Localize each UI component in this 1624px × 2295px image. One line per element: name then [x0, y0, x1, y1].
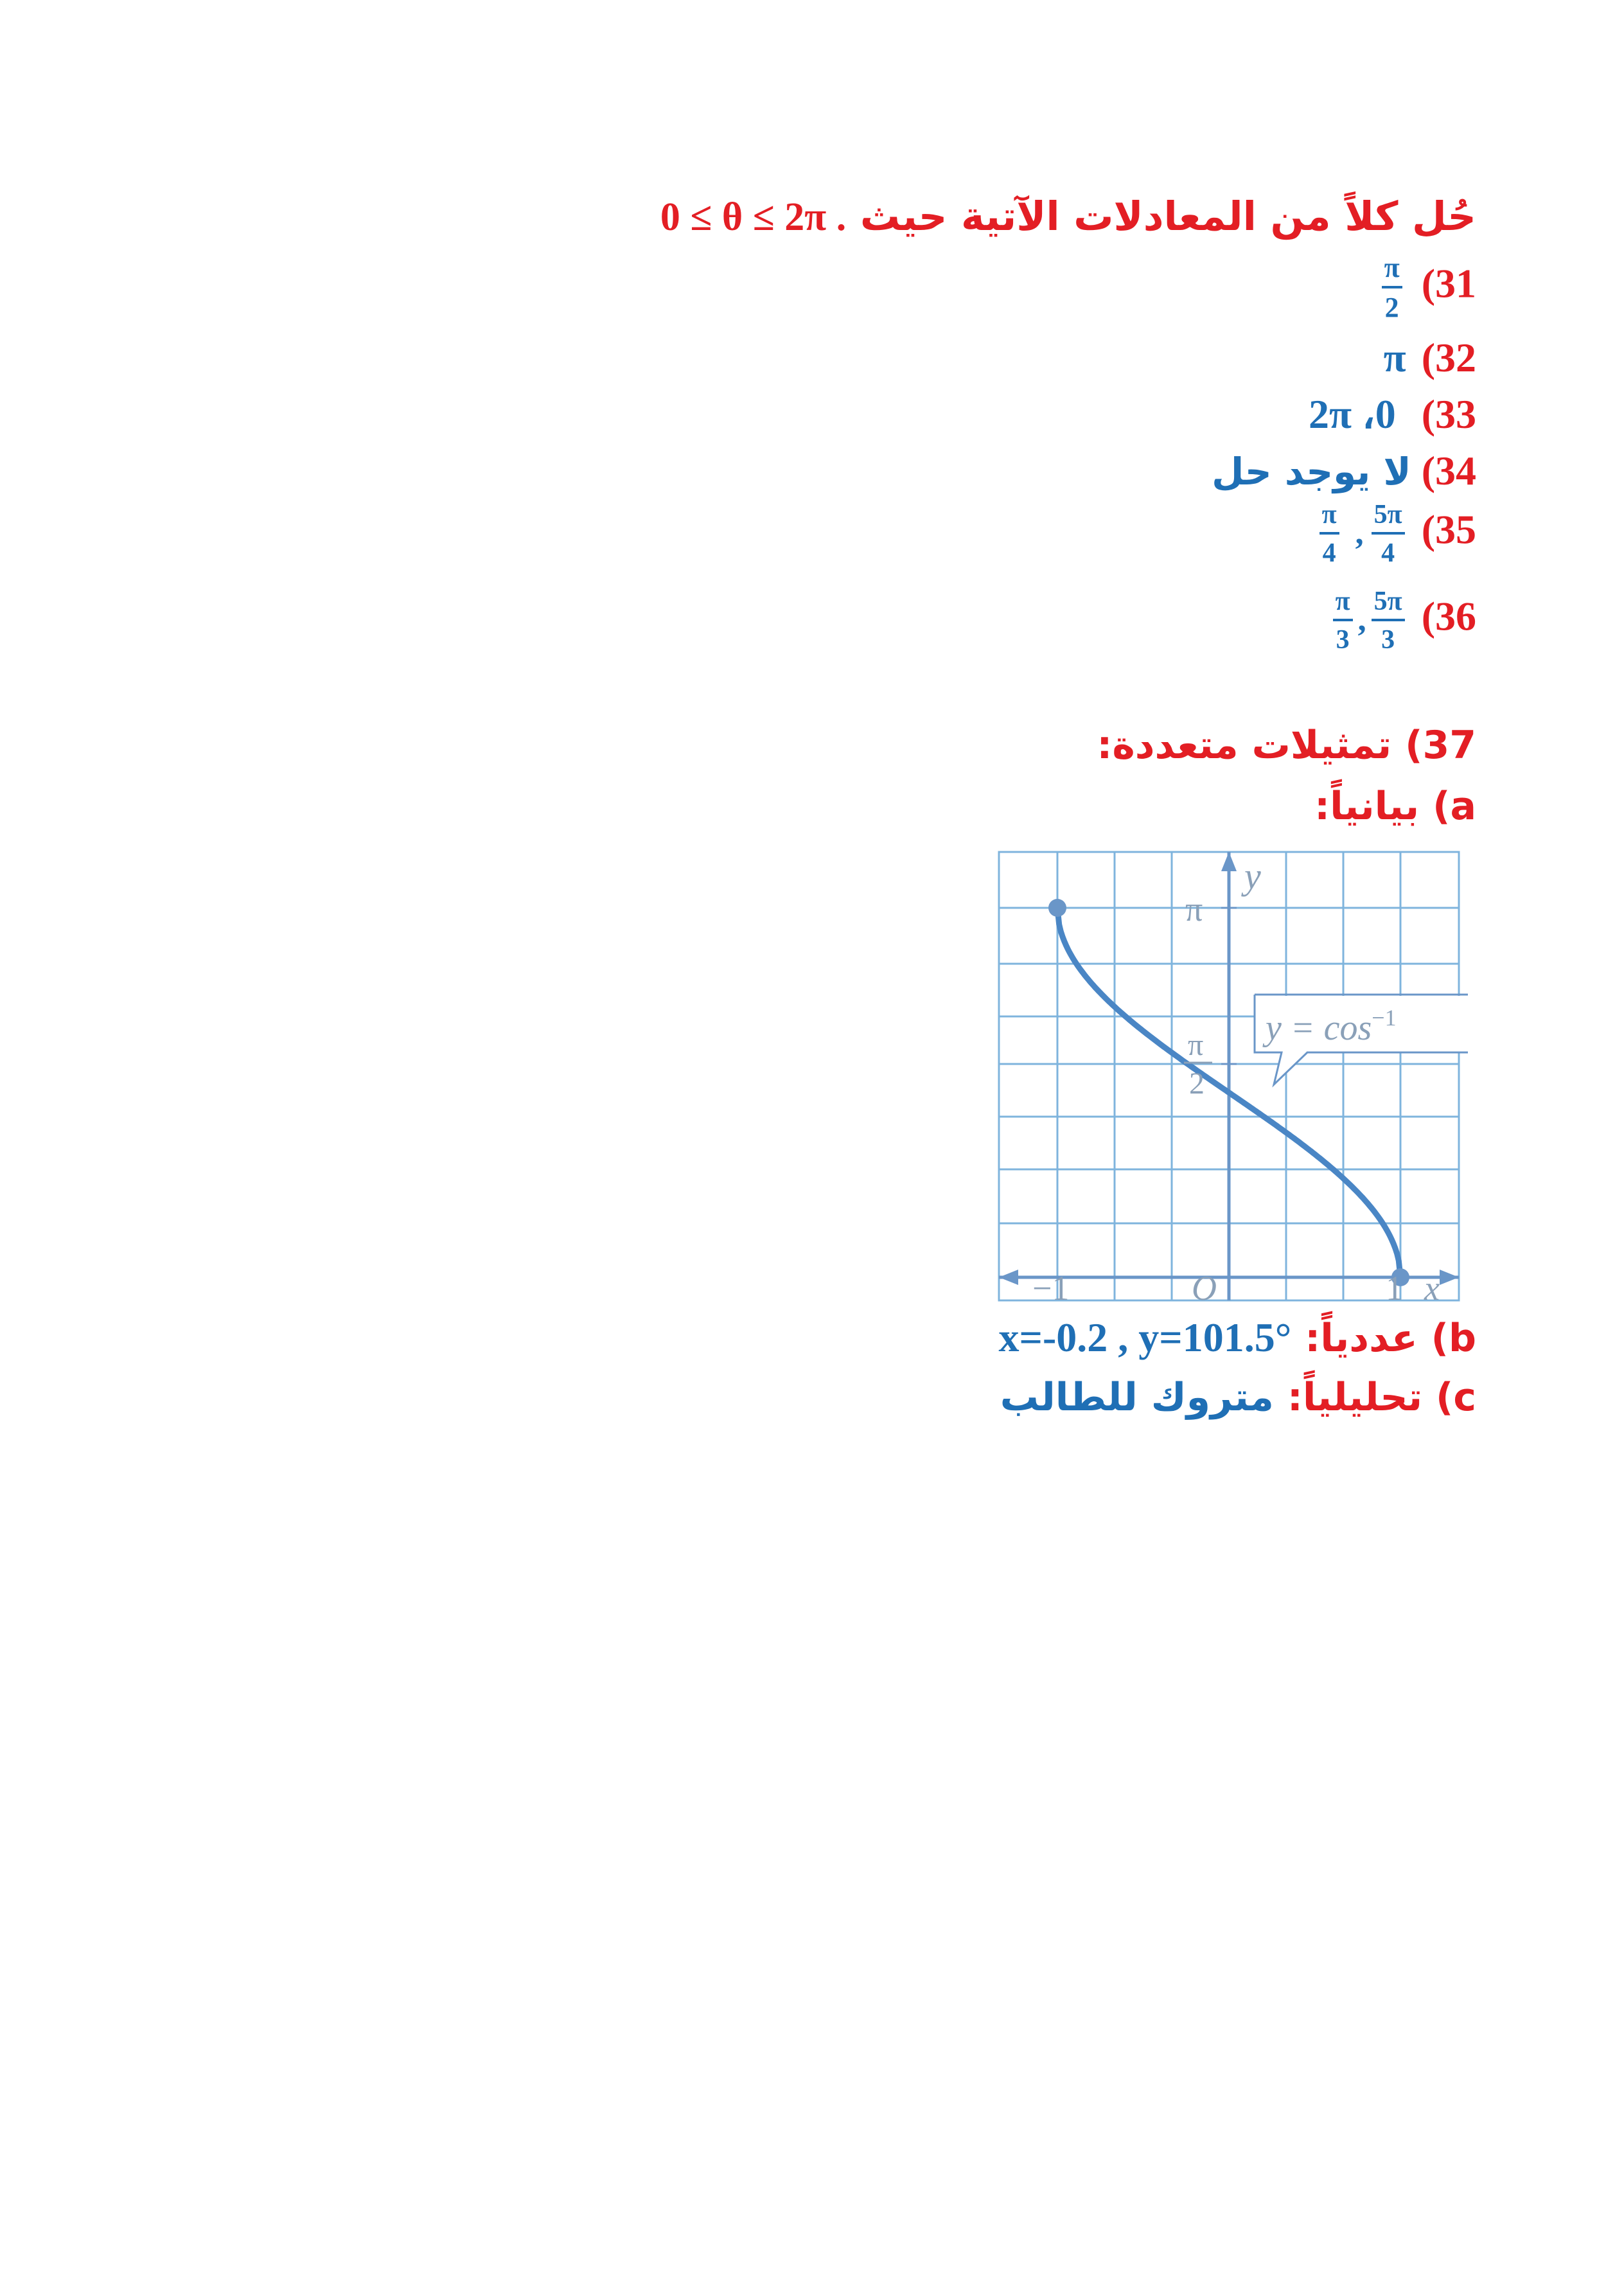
arccos-graph: [993, 847, 1468, 1309]
fraction-numerator: 5π: [1372, 501, 1405, 535]
tick-label-pos1: 1: [1386, 1269, 1403, 1307]
answer-36-fraction-b: [1372, 588, 1405, 653]
fraction-denominator: 3: [1336, 625, 1350, 655]
tick-label-neg1: −1: [1032, 1269, 1070, 1307]
answer-33: [1309, 391, 1476, 438]
instruction-line: [660, 193, 1476, 240]
answer-value: π: [1383, 335, 1406, 380]
x-axis-label: x: [1424, 1269, 1440, 1307]
curve-label: $y = \cos^{-1}$: [1266, 1005, 1397, 1048]
instruction-math: 0 ≤ θ ≤ 2π .: [660, 195, 847, 239]
answer-36-fraction-a: [1333, 588, 1353, 653]
answer-31: [1382, 254, 1476, 322]
answer-32: [1384, 334, 1476, 382]
fraction-numerator: π: [1382, 254, 1402, 288]
answer-number: (32: [1421, 335, 1476, 380]
answer-number: (36: [1421, 593, 1476, 639]
q37-c-value: متروك للطالب: [1000, 1375, 1274, 1420]
q37-b-line: [999, 1314, 1476, 1361]
fraction-denominator: 3: [1381, 625, 1395, 655]
fraction-numerator: 5π: [1372, 588, 1405, 621]
answer-value: 2π ،0: [1308, 391, 1396, 437]
answer-35-fraction-b: [1372, 501, 1405, 567]
answer-35: [1320, 501, 1476, 567]
fraction-separator: ,: [1346, 514, 1364, 551]
fraction-numerator: π: [1333, 588, 1353, 621]
y-axis-label: y: [1244, 855, 1261, 897]
origin-label: O: [1192, 1269, 1217, 1307]
fraction-separator: ,: [1357, 601, 1366, 638]
answer-35-fraction-a: [1320, 501, 1339, 567]
fraction-denominator: 4: [1322, 538, 1336, 568]
q37-b-label: b) عددياً:: [1291, 1316, 1476, 1361]
answer-number: (31: [1421, 260, 1476, 306]
pi-label: π: [1185, 890, 1203, 928]
endpoint-left: [1048, 899, 1066, 917]
fraction-denominator: 4: [1381, 538, 1395, 568]
q37-c-label: c) تحليلياً:: [1273, 1375, 1476, 1420]
q37-c-line: [1000, 1375, 1476, 1420]
answer-number: (34: [1421, 448, 1476, 493]
fraction-numerator: π: [1320, 501, 1339, 535]
half-pi-denominator: 2: [1189, 1067, 1205, 1101]
q37-title: 37) تمثيلات متعددة:: [1097, 723, 1476, 768]
answer-31-fraction: [1382, 254, 1402, 322]
answer-value: لا يوجد حل: [1212, 450, 1411, 493]
answer-36: [1333, 588, 1476, 653]
answer-34: [1212, 447, 1476, 495]
graph-svg: [993, 847, 1468, 1309]
answer-number: (33: [1421, 391, 1476, 437]
fraction-denominator: 2: [1384, 292, 1399, 323]
q37-a-label: a) بيانياً:: [1314, 784, 1476, 829]
q37-b-value: x=-0.2 , y=101.5°: [998, 1315, 1292, 1360]
instruction-text: حُل كلاً من المعادلات الآتية حيث: [846, 193, 1476, 240]
answer-number: (35: [1421, 506, 1476, 553]
half-pi-numerator: π: [1188, 1028, 1204, 1062]
